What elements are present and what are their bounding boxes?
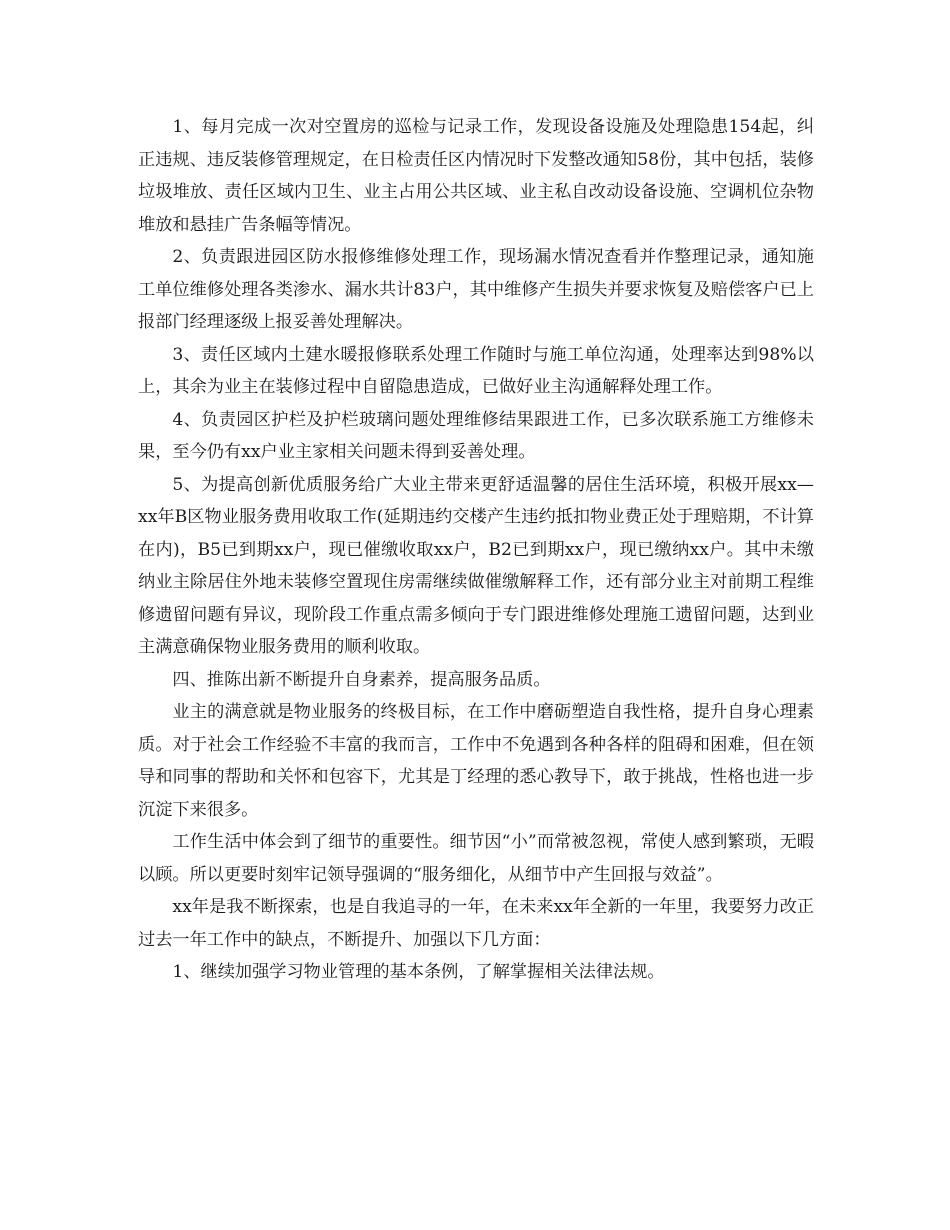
paragraph-8: xx年是我不断探索，也是自我追寻的一年，在未来xx年全新的一年里，我要努力改正过去一年工作中的缺点，不断提升、加强以下几方面：: [138, 897, 814, 950]
paragraph-5: 5、为提高创新优质服务给广大业主带来更舒适温馨的居住生活环境，积极开展xx—xx年B区物业服务费用收取工作(延期违约交楼产生违约抵扣物业费正处于理赔期，不计算在内)，B5已到期xx户，现已催缴收取xx户，B2已到期xx户，现已缴纳xx户。其中未缴纳业主除居住外地未装修空置现住房需继续做催缴解释工作，还有部分业主对前期工程维修遗留问题有异议，现阶段工作重点需多倾向于专门跟进维修处理施工遗留问题，达到业主满意确保物业服务费用的顺利收取。: [138, 474, 814, 657]
paragraph-9: 1、继续加强学习物业管理的基本条例，了解掌握相关法律法规。: [172, 962, 665, 982]
paragraph-3: 3、责任区域内土建水暖报修联系处理工作随时与施工单位沟通，处理率达到98%以上，其余为业主在装修过程中自留隐患造成，已做好业主沟通解释处理工作。: [138, 344, 814, 397]
section-heading: 四、推陈出新不断提升自身素养，提高服务品质。: [172, 669, 551, 690]
paragraph-6: 业主的满意就是物业服务的终极目标，在工作中磨砺塑造自我性格，提升自身心理素质。对于社会工作经验不丰富的我而言，工作中不免遇到各种各样的阻碍和困难，但在领导和同事的帮助和关怀和包容下，尤其是丁经理的悉心教导下，敢于挑战，性格也进一步沉淀下来很多。: [138, 702, 814, 820]
document-body: [138, 111, 814, 989]
paragraph-2: 2、负责跟进园区防水报修维修处理工作，现场漏水情况查看并作整理记录，通知施工单位维修处理各类渗水、漏水共计83户，其中维修产生损失并要求恢复及赔偿客户已上报部门经理逐级上报妥善处理解决。: [138, 247, 814, 332]
paragraph-7: 工作生活中体会到了细节的重要性。细节因“小”而常被忽视，常使人感到繁琐，无暇以顾。所以更要时刻牢记领导强调的“服务细化，从细节中产生回报与效益”。: [138, 832, 814, 885]
paragraph-4: 4、负责园区护栏及护栏玻璃问题处理维修结果跟进工作，已多次联系施工方维修未果，至今仍有xx户业主家相关问题未得到妥善处理。: [138, 409, 814, 462]
paragraph-1: 1、每月完成一次对空置房的巡检与记录工作，发现设备设施及处理隐患154起，纠正违规、违反装修管理规定，在日检责任区内情况时下发整改通知58份，其中包括，装修垃圾堆放、责任区域内卫生、业主占用公共区域、业主私自改动设备设施、空调机位杂物堆放和悬挂广告条幅等情况。: [138, 117, 814, 235]
